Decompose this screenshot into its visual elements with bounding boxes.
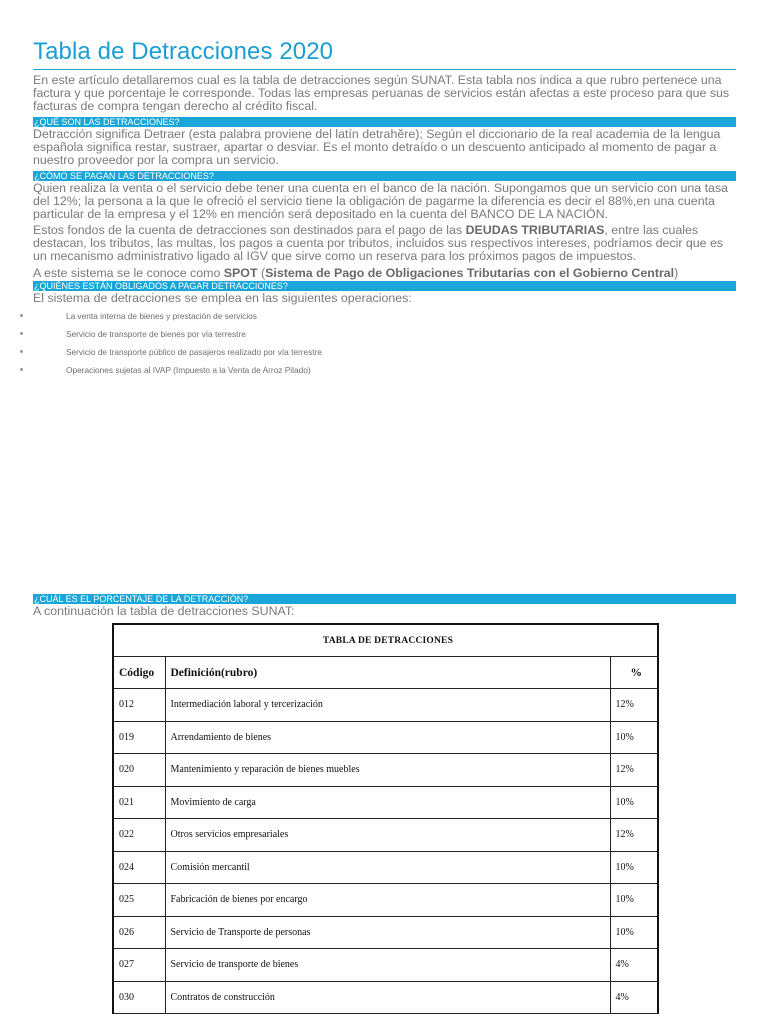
list-item: Servicio de transporte público de pasajeros realizado por vía terrestre: [0, 346, 768, 364]
table-row: [113, 916, 658, 949]
section1-paragraph: Detracción significa Detraer (esta palabra proviene del latín detrahĕre); Según el diccionario de la real academia de la lengua española significa restar, sustraer, apartar o desviar. Es el monto detraído o un descuento anticipado al momento de pagar a nuestro proveedor por la compra un servicio.: [33, 127, 721, 167]
detracciones-table: [112, 623, 657, 1014]
column-header-definicion: Definición(rubro): [165, 657, 610, 689]
cell-percent: 12%: [610, 819, 658, 852]
cell-definition: Servicio de transporte de bienes: [165, 949, 610, 982]
section-heading-que-son: ¿QUÉ SON LAS DETRACCIONES?: [33, 117, 736, 127]
cell-percent: 10%: [610, 916, 658, 949]
operations-list: [0, 310, 768, 382]
column-header-percent: %: [610, 657, 658, 689]
cell-definition: Otros servicios empresariales: [165, 819, 610, 852]
cell-definition: Mantenimiento y reparación de bienes muebles: [165, 754, 610, 787]
cell-percent: 12%: [610, 754, 658, 787]
bullet-icon: [20, 314, 23, 317]
cell-definition: Servicio de Transporte de personas: [165, 916, 610, 949]
section3-paragraph: El sistema de detracciones se emplea en las siguientes operaciones:: [33, 291, 412, 305]
cell-code: 030: [113, 981, 165, 1014]
bullet-icon: [20, 332, 23, 335]
cell-definition: Fabricación de bienes por encargo: [165, 884, 610, 917]
title-divider: [33, 69, 736, 70]
cell-definition: Arrendamiento de bienes: [165, 721, 610, 754]
deudas-tributarias-bold: DEUDAS TRIBUTARIAS: [465, 223, 605, 237]
table-caption: TABLA DE DETRACCIONES: [113, 624, 658, 657]
table-row: [113, 754, 658, 787]
section-heading-como-se-pagan: ¿CÓMO SE PAGAN LAS DETRACCIONES?: [33, 171, 736, 181]
cell-definition: Movimiento de carga: [165, 786, 610, 819]
section-heading-quienes: ¿QUIÉNES ESTÁN OBLIGADOS A PAGAR DETRACCIONES?: [33, 281, 736, 291]
section4-paragraph: A continuación la tabla de detracciones SUNAT:: [33, 604, 295, 618]
section2-paragraph-2: Estos fondos de la cuenta de detracciones son destinados para el pago de las DEUDAS TRIBUTARIAS, entre las cuales destacan, los tributos, las multas, los pagos a cuenta por tributos, incluidos sus respectivos intereses, podríamos decir que es un mecanismo administrativo ligado al IGV que sirve como un reserva para los próximos pagos de impuestos.: [33, 223, 724, 263]
cell-code: 027: [113, 949, 165, 982]
cell-percent: 12%: [610, 689, 658, 722]
cell-definition: Intermediación laboral y tercerización: [165, 689, 610, 722]
section2-paragraph-3: A este sistema se le conoce como SPOT (Sistema de Pago de Obligaciones Tributarias con el Gobierno Central): [33, 266, 679, 280]
section2-paragraph-1: Quien realiza la venta o el servicio debe tener una cuenta en el banco de la nación. Supongamos que un servicio con una tasa del 12%; la persona a la que le ofreció el servicio tiene la obligación de pagarme la diferencia es decir el 88%,en una cuenta particular de la empresa y el 12% en mención será depositado en la cuenta del BANCO DE LA NACIÓN.: [33, 181, 729, 221]
cell-code: 012: [113, 689, 165, 722]
table-row: [113, 884, 658, 917]
table-row: [113, 786, 658, 819]
column-header-codigo: Código: [113, 657, 165, 689]
section-heading-porcentaje: ¿CUÁL ES EL PORCENTAJE DE LA DETRACCIÓN?: [33, 594, 736, 604]
cell-percent: 10%: [610, 786, 658, 819]
cell-definition: Comisión mercantil: [165, 851, 610, 884]
cell-code: 021: [113, 786, 165, 819]
cell-percent: 10%: [610, 884, 658, 917]
table-row: [113, 851, 658, 884]
cell-code: 022: [113, 819, 165, 852]
page-title: Tabla de Detracciones 2020: [33, 38, 334, 65]
table-row: [113, 689, 658, 722]
list-item: La venta interna de bienes y prestación de servicios: [0, 310, 768, 328]
cell-percent: 10%: [610, 851, 658, 884]
table-row: [113, 819, 658, 852]
bullet-icon: [20, 368, 23, 371]
cell-code: 020: [113, 754, 165, 787]
cell-percent: 4%: [610, 981, 658, 1014]
table-row: [113, 721, 658, 754]
cell-code: 025: [113, 884, 165, 917]
table-row: [113, 949, 658, 982]
intro-paragraph: En este artículo detallaremos cual es la tabla de detracciones según SUNAT. Esta tabla nos indica a que rubro pertenece una factura y que porcentaje le corresponde. Todas las empresas peruanas de servicios están afectas a este proceso para que sus facturas de compra tengan derecho al crédito fiscal.: [33, 73, 730, 113]
cell-code: 019: [113, 721, 165, 754]
cell-percent: 10%: [610, 721, 658, 754]
cell-definition: Contratos de construcción: [165, 981, 610, 1014]
bullet-icon: [20, 350, 23, 353]
list-item: Operaciones sujetas al IVAP (Impuesto a la Venta de Arroz Pilado): [0, 364, 768, 382]
cell-code: 024: [113, 851, 165, 884]
list-item: Servicio de transporte de bienes por vía terrestre: [0, 328, 768, 346]
table-row: [113, 981, 658, 1014]
cell-code: 026: [113, 916, 165, 949]
cell-percent: 4%: [610, 949, 658, 982]
